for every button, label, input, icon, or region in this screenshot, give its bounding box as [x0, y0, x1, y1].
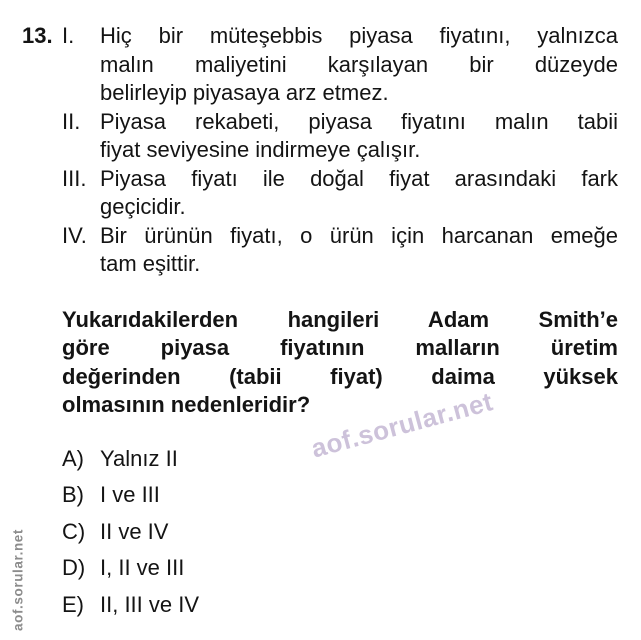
item-I-line-1: Hiç bir müteşebbis piyasa fiyatını, yalnızca	[100, 23, 618, 48]
item-III-numeral: III.	[62, 165, 87, 191]
option-a	[62, 445, 618, 474]
item-IV-text	[100, 222, 618, 279]
item-III-line-2: geçicidir.	[100, 194, 186, 219]
option-b-letter: B)	[62, 482, 84, 507]
item-IV-line-2: tam eşittir.	[100, 251, 201, 276]
item-IV-line-1: Bir ürünün fiyatı, o ürün için harcanan emeğe	[100, 222, 618, 248]
item-II-line-2: fiyat seviyesine indirmeye çalışır.	[100, 137, 421, 162]
item-III-line-1: Piyasa fiyatı ile doğal fiyat arasındaki fark	[100, 165, 618, 191]
option-e-letter: E)	[62, 591, 84, 617]
option-d-text: I, II ve III	[100, 555, 185, 580]
item-II	[62, 108, 618, 165]
option-b	[62, 481, 618, 510]
option-c-letter: C)	[62, 518, 86, 544]
item-IV	[62, 222, 618, 279]
item-III	[62, 165, 618, 222]
item-II-line-1: Piyasa rekabeti, piyasa fiyatını malın tabii	[100, 108, 618, 134]
stem-line-3: değerinden (tabii fiyat) daima yüksek	[62, 363, 618, 389]
item-II-numeral: II.	[62, 108, 81, 134]
answer-options	[62, 445, 618, 620]
option-c-text: II ve IV	[100, 518, 169, 544]
item-I	[62, 22, 618, 108]
item-I-line-3: belirleyip piyasaya arz etmez.	[100, 80, 389, 105]
item-I-line-2: malın maliyetini karşılayan bir düzeyde	[100, 51, 618, 77]
stem-line-1: Yukarıdakilerden hangileri Adam Smith’e	[62, 306, 618, 332]
option-a-letter: A)	[62, 445, 84, 471]
question-stem	[62, 306, 618, 420]
question-block	[22, 22, 618, 279]
item-I-text	[100, 22, 618, 108]
item-IV-numeral: IV.	[62, 222, 87, 248]
item-I-numeral: I.	[62, 23, 75, 48]
stem-line-4: olmasının nedenleridir?	[62, 392, 311, 417]
option-d-letter: D)	[62, 555, 86, 580]
item-III-text	[100, 165, 618, 222]
option-b-text: I ve III	[100, 482, 160, 507]
watermark-left-vertical: aof.sorular.net	[10, 528, 26, 632]
option-e	[62, 591, 618, 620]
option-c	[62, 518, 618, 547]
option-e-text: II, III ve IV	[100, 591, 200, 617]
option-a-text: Yalnız II	[100, 445, 178, 471]
roman-items	[62, 22, 618, 279]
question-number: 13.	[22, 23, 53, 48]
watermark-diagonal: aof.sorular.net	[307, 386, 497, 464]
stem-line-2: göre piyasa fiyatının malların üretim	[62, 335, 618, 360]
item-II-text	[100, 108, 618, 165]
option-d	[62, 554, 618, 583]
